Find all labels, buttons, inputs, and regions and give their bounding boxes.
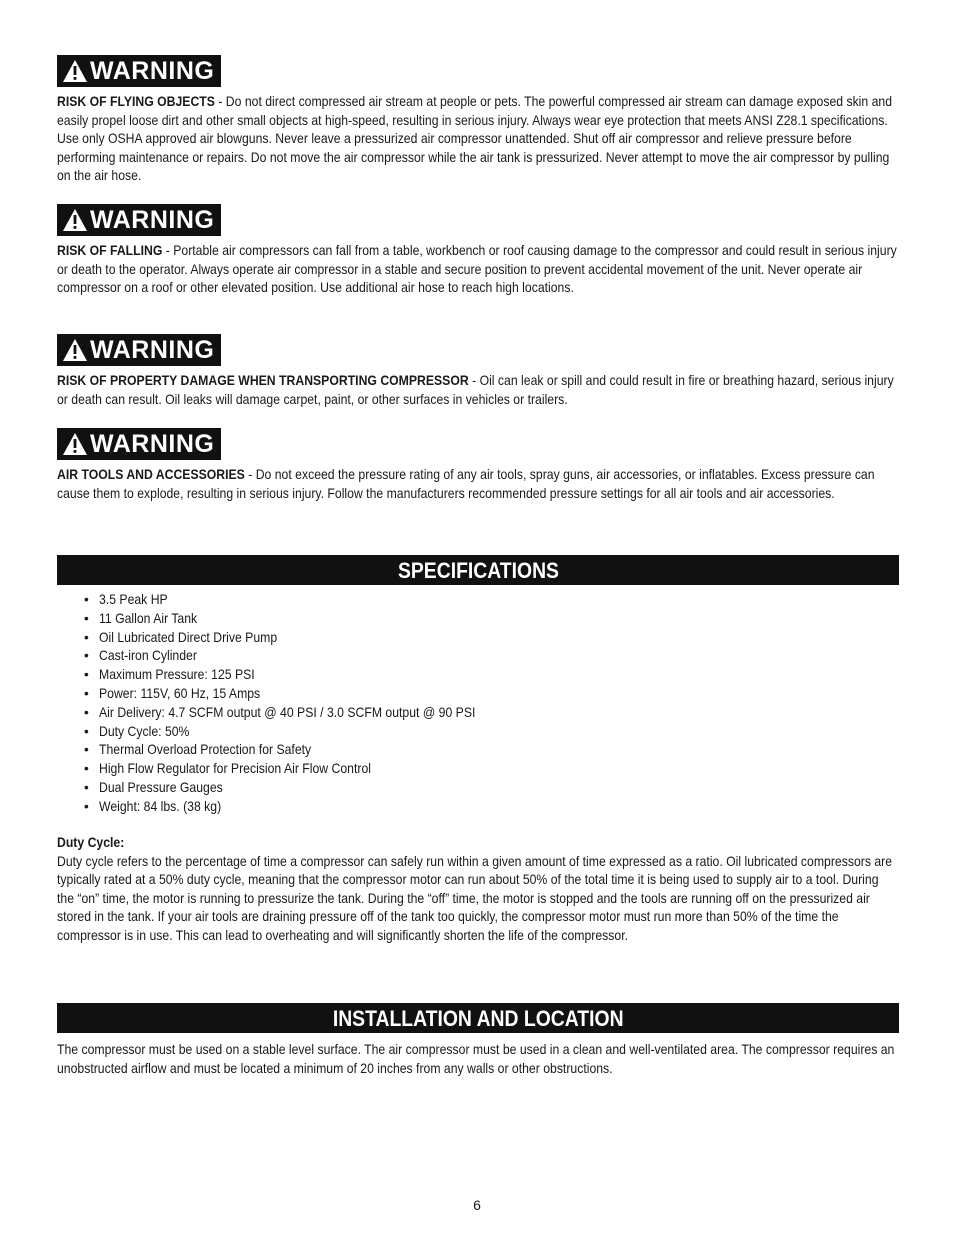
warning-label: WARNING: [90, 57, 215, 85]
list-item: • 11 Gallon Air Tank: [84, 610, 198, 626]
list-item: • Weight: 84 lbs. (38 kg): [84, 798, 222, 814]
warning-triangle-icon: [62, 59, 88, 83]
warning-badge: [57, 204, 221, 236]
specifications-heading: SPECIFICATIONS: [397, 558, 559, 583]
duty-cycle-heading: Duty Cycle:: [57, 835, 125, 850]
warning-triangle-icon: [62, 432, 88, 456]
warning-title: RISK OF PROPERTY DAMAGE WHEN TRANSPORTING COMPRESSOR: [57, 373, 469, 388]
warning-label: WARNING: [90, 430, 215, 458]
warning-title: RISK OF FALLING: [57, 243, 163, 258]
warning-triangle-icon: [62, 208, 88, 232]
installation-text: The compressor must be used on a stable level surface. The air compressor must be used in a clean and well-ventilated area. The compressor requires an unobstructed airflow and must be located a minimum of 20 inches from any walls or other obstructions.: [57, 1042, 895, 1076]
warning-block-falling: [57, 204, 899, 298]
warning-text: - Portable air compressors can fall from a table, workbench or roof causing damage to the compressor and could result in serious injury or death to the operator. Always operate air compressor in a stable and secure position to prevent accidental movement of the unit. Never operate air compressor on a roof or other elevated position. Use additional air hose to reach high locations.: [57, 243, 897, 296]
warning-block-flying-objects: [57, 55, 899, 186]
list-item: • Power: 115V, 60 Hz, 15 Amps: [84, 685, 261, 701]
warning-block-property-damage: [57, 334, 899, 409]
warning-title: RISK OF FLYING OBJECTS: [57, 94, 215, 109]
list-item: • Oil Lubricated Direct Drive Pump: [84, 629, 278, 645]
list-item: • Air Delivery: 4.7 SCFM output @ 40 PSI / 3.0 SCFM output @ 90 PSI: [84, 704, 476, 720]
duty-cycle-section: [57, 834, 899, 946]
installation-heading-bar: [57, 1003, 899, 1033]
warning-title: AIR TOOLS AND ACCESSORIES: [57, 467, 245, 482]
list-item: • Thermal Overload Protection for Safety: [84, 742, 312, 758]
list-item: • 3.5 Peak HP: [84, 592, 168, 607]
list-item: • Duty Cycle: 50%: [84, 723, 190, 739]
warning-text: - Do not exceed the pressure rating of any air tools, spray guns, air accessories, or inflatables. Excess pressure can cause them to explode, resulting in serious injury. Follow the manufacturers recommended pressure settings for all air tools and air accessories.: [57, 467, 875, 501]
warning-label: WARNING: [90, 206, 215, 234]
page-number: 6: [473, 1197, 481, 1213]
specifications-heading-bar: [57, 555, 899, 585]
warning-triangle-icon: [62, 338, 88, 362]
warning-label: WARNING: [90, 336, 215, 364]
warning-badge: [57, 334, 221, 366]
warning-text: - Oil can leak or spill and could result in fire or breathing hazard, serious injury or death can result. Oil leaks will damage carpet, paint, or other surfaces in vehicles or trailers.: [57, 373, 894, 407]
warning-text: - Do not direct compressed air stream at people or pets. The powerful compressed air stream can damage exposed skin and easily propel loose dirt and other small objects at high-speed, resulting in serious injury. Always wear eye protection that meets ANSI Z28.1 specifications. Use only OSHA approved air blowguns. Never leave a pressurized air compressor unattended. Shut off air compressor and relieve pressure before performing maintenance or repairs. Do not move the air compressor while the air tank is pressurized. Never attempt to move the air compressor by pulling on the air hose.: [57, 94, 893, 184]
duty-cycle-heading-line: [57, 834, 899, 853]
warning-paragraph: [57, 242, 899, 298]
installation-heading: INSTALLATION AND LOCATION: [332, 1006, 624, 1031]
warning-paragraph: [57, 466, 899, 503]
list-item: • Maximum Pressure: 125 PSI: [84, 667, 255, 683]
list-item: • Dual Pressure Gauges: [84, 779, 223, 795]
list-item: • Cast-iron Cylinder: [84, 648, 197, 664]
warning-block-air-tools: [57, 428, 899, 503]
duty-cycle-text: Duty cycle refers to the percentage of time a compressor can safely run within a given amount of time expressed as a ratio. Oil lubricated compressors are typically rated at a 50% duty cycle, meaning that the compressor motor can run about 50% of the total time it is being used to supply air to a tool. During the “on” time, the motor is running to pressurize the tank. During the “off” time, the motor is stopped and the tools are running off on the pressurized air stored in the tank. If your air tools are draining pressure off of the tank too quickly, the compressor motor must run more than 50% of the time the compressor is in use. This can lead to overheating and will significantly shorten the life of the compressor.: [57, 853, 893, 943]
warning-paragraph: [57, 93, 899, 186]
list-item: • High Flow Regulator for Precision Air Flow Control: [84, 761, 371, 777]
warning-badge: [57, 55, 221, 87]
specifications-list: [57, 591, 517, 817]
installation-section: [57, 1036, 899, 1078]
warning-paragraph: [57, 372, 899, 409]
warning-badge: [57, 428, 221, 460]
